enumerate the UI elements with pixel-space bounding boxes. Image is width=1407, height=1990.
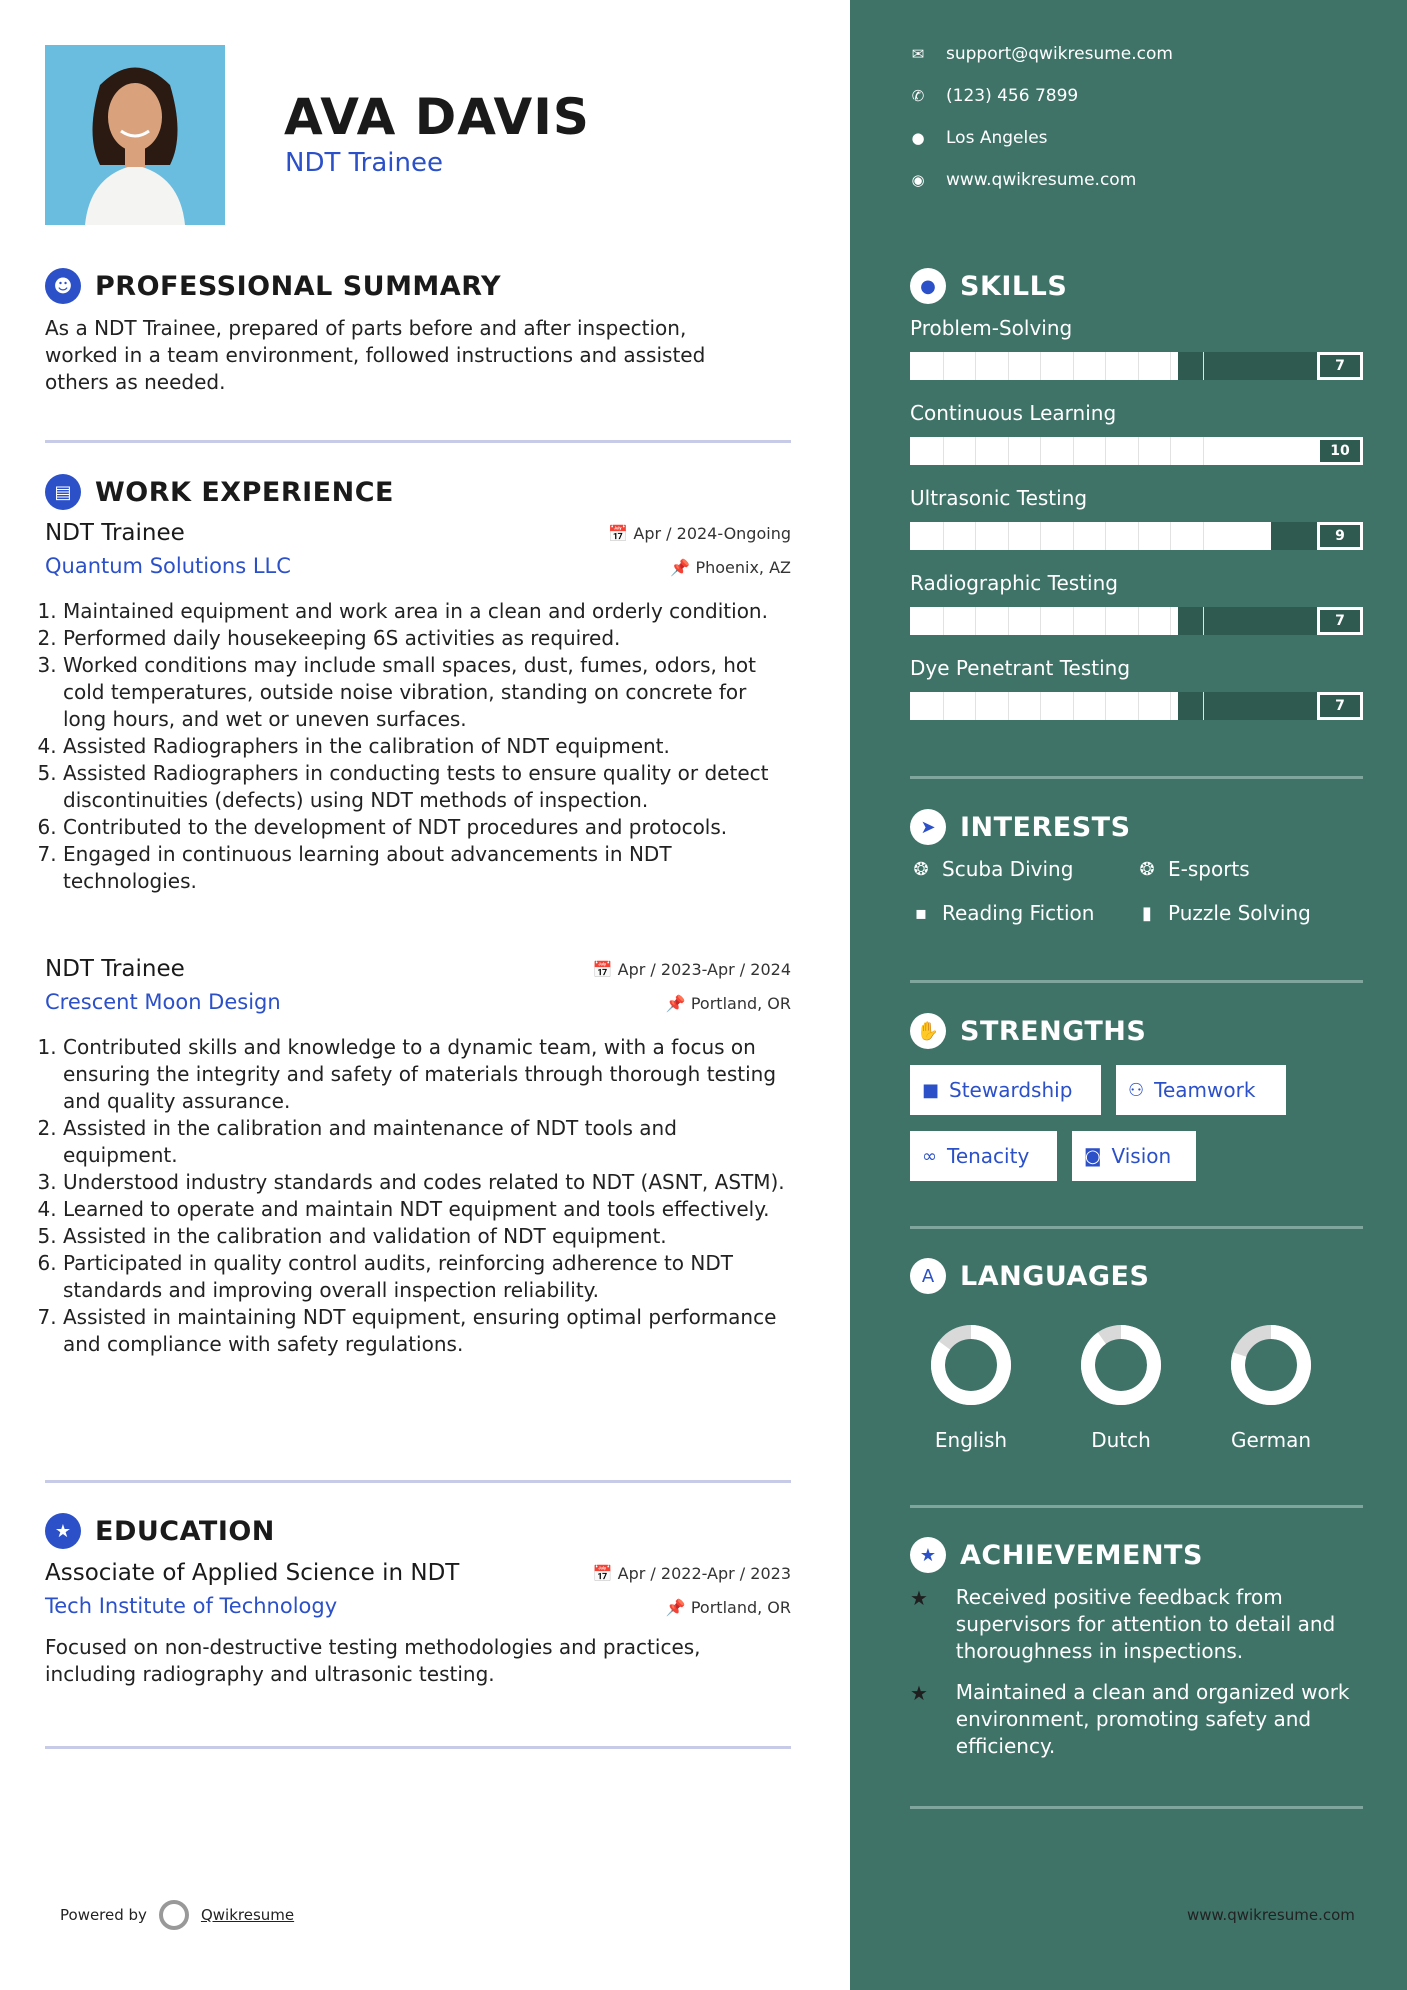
skill-bar-fill: [910, 437, 1317, 465]
briefcase-icon: ■: [922, 1079, 940, 1101]
email-text: support@qwikresume.com: [946, 44, 1173, 64]
skill-bar: [910, 352, 1363, 380]
user-icon: ☻: [45, 268, 81, 304]
language-name: English: [934, 1428, 1008, 1452]
paper-plane-icon: ➤: [910, 809, 946, 845]
job-location: 📌 Phoenix, AZ: [670, 558, 791, 577]
experience-heading: [45, 474, 394, 510]
job-entry: [45, 956, 791, 1358]
language-donut: [1228, 1322, 1314, 1408]
strength-badge: ◙ Vision: [1072, 1131, 1196, 1181]
list-item: 1. Contributed skills and knowledge to a dynamic team, with a focus on ensuring the integrity and safety of materials through thorough testing and quality assurance.: [63, 1034, 787, 1115]
job-location: 📌 Portland, OR: [665, 994, 791, 1013]
skill-bar: [910, 692, 1363, 720]
skill-item: [910, 486, 1363, 550]
graduation-cap-icon: ★: [45, 1513, 81, 1549]
website-text: www.qwikresume.com: [946, 170, 1137, 190]
skill-item: [910, 656, 1363, 720]
skill-item: [910, 316, 1363, 380]
education-title: EDUCATION: [95, 1515, 275, 1547]
list-item: 7. Engaged in continuous learning about advancements in NDT technologies.: [63, 841, 787, 895]
education-heading: [45, 1513, 275, 1549]
skills-title: SKILLS: [960, 270, 1068, 302]
list-item: 6. Contributed to the development of NDT procedures and protocols.: [63, 814, 787, 841]
map-pin-icon: ●: [911, 129, 925, 147]
school-name: Tech Institute of Technology: [45, 1594, 338, 1618]
list-item: 3. Worked conditions may include small spaces, dust, fumes, odors, hot cold temperatures, outside noise vibration, standing on concrete for long hours, and wet or uneven surfaces.: [63, 652, 787, 733]
education-date: 📅 Apr / 2022-Apr / 2023: [592, 1564, 791, 1583]
envelope-icon: ✉: [911, 45, 925, 63]
skills-heading: [910, 268, 1067, 304]
language-item: [1211, 1322, 1331, 1452]
summary-heading: [45, 268, 501, 304]
interests-heading: [910, 809, 1131, 845]
lightbulb-icon: ●: [910, 268, 946, 304]
skill-name: Ultrasonic Testing: [910, 486, 1088, 510]
list-item: 4. Learned to operate and maintain NDT equipment and tools effectively.: [63, 1196, 787, 1223]
summary-text: As a NDT Trainee, prepared of parts before and after inspection, worked in a team environment, followed instructions and assisted others as needed.: [45, 316, 706, 394]
qwikresume-logo-icon: [159, 1900, 189, 1930]
skill-name: Radiographic Testing: [910, 571, 1118, 595]
skill-bar-fill: [910, 522, 1271, 550]
star-icon: ★: [910, 1681, 928, 1705]
language-item: [911, 1322, 1031, 1452]
calendar-icon: 📅: [608, 524, 629, 543]
list-item: 6. Participated in quality control audits, reinforcing adherence to NDT standards and improving overall inspection reliability.: [63, 1250, 787, 1304]
skill-level: 7: [1317, 352, 1363, 380]
powered-by: [60, 1900, 294, 1930]
skill-bar-fill: [910, 607, 1178, 635]
list-item: 5. Assisted Radiographers in conducting tests to ensure quality or detect discontinuities (defects) using NDT methods of inspection.: [63, 760, 787, 814]
globe-icon: ◉: [911, 171, 925, 189]
contact-phone[interactable]: [910, 86, 1078, 106]
pin-icon: 📌: [670, 558, 691, 577]
pin-icon: 📌: [665, 994, 686, 1013]
phone-icon: ✆: [911, 87, 925, 105]
skill-item: [910, 401, 1363, 465]
star-badge-icon: ★: [910, 1537, 946, 1573]
candidate-name: AVA DAVIS: [284, 88, 590, 146]
skill-bar: [910, 607, 1363, 635]
education-entry: [45, 1560, 791, 1688]
achievement-item: ★ Maintained a clean and organized work environment, promoting safety and efficiency.: [910, 1680, 1350, 1758]
skill-name: Continuous Learning: [910, 401, 1117, 425]
education-description: Focused on non-destructive testing methodologies and practices, including radiography and ultrasonic testing.: [45, 1635, 701, 1686]
skill-level: 9: [1317, 522, 1363, 550]
language-name: German: [1230, 1428, 1312, 1452]
job-date: 📅 Apr / 2023-Apr / 2024: [592, 960, 791, 979]
section-divider: [45, 1746, 791, 1749]
skill-level: 10: [1317, 437, 1363, 465]
gamepad-icon: ▪: [914, 902, 928, 924]
candidate-role: NDT Trainee: [285, 148, 443, 178]
footer-website[interactable]: www.qwikresume.com: [1187, 1906, 1355, 1924]
life-ring-icon: ❂: [913, 858, 929, 880]
achievements-title: ACHIEVEMENTS: [960, 1539, 1203, 1571]
strengths-title: STRENGTHS: [960, 1015, 1147, 1047]
language-icon: A: [910, 1258, 946, 1294]
list-item: 7. Assisted in maintaining NDT equipment, ensuring optimal performance and compliance with safety regulations.: [63, 1304, 787, 1358]
job-date: 📅 Apr / 2024-Ongoing: [608, 524, 791, 543]
duty-list: [45, 598, 787, 895]
contact-website[interactable]: [910, 170, 1136, 190]
interest-item: ▮ Puzzle Solving: [1136, 901, 1311, 925]
degree-title: Associate of Applied Science in NDT: [45, 1560, 460, 1586]
life-ring-icon: ❂: [1139, 858, 1155, 880]
book-icon: ▮: [1142, 902, 1152, 924]
skill-bar: [910, 437, 1363, 465]
section-divider: [45, 440, 791, 443]
skill-level: 7: [1317, 692, 1363, 720]
strength-badge: ■ Stewardship: [910, 1065, 1101, 1115]
achievement-item: ★ Received positive feedback from supervisors for attention to detail and thoroughness in inspections.: [910, 1585, 1336, 1663]
list-item: 4. Assisted Radiographers in the calibration of NDT equipment.: [63, 733, 787, 760]
section-divider: [910, 1806, 1363, 1809]
skill-item: [910, 571, 1363, 635]
location-text: Los Angeles: [946, 128, 1048, 148]
star-icon: ★: [910, 1586, 928, 1610]
company-name: Quantum Solutions LLC: [45, 554, 291, 578]
company-name: Crescent Moon Design: [45, 990, 281, 1014]
languages-heading: [910, 1258, 1149, 1294]
skill-bar-fill: [910, 352, 1178, 380]
skill-name: Dye Penetrant Testing: [910, 656, 1131, 680]
list-item: 2. Assisted in the calibration and maintenance of NDT tools and equipment.: [63, 1115, 787, 1169]
list-item: 2. Performed daily housekeeping 6S activities as required.: [63, 625, 787, 652]
section-divider: [910, 1505, 1363, 1508]
job-entry: [45, 520, 791, 895]
skill-name: Problem-Solving: [910, 316, 1073, 340]
contact-location: [910, 128, 1048, 148]
list-item: 5. Assisted in the calibration and validation of NDT equipment.: [63, 1223, 787, 1250]
skill-bar-fill: [910, 692, 1178, 720]
language-name: Dutch: [1091, 1428, 1151, 1452]
users-icon: ⚇: [1128, 1079, 1145, 1101]
interest-item: ▪ Reading Fiction: [910, 901, 1094, 925]
languages-title: LANGUAGES: [960, 1260, 1150, 1292]
skill-level: 7: [1317, 607, 1363, 635]
language-item: [1061, 1322, 1181, 1452]
interest-item: ❂ E-sports: [1136, 857, 1250, 881]
section-divider: [45, 1480, 791, 1483]
skill-bar: [910, 522, 1363, 550]
list-item: 3. Understood industry standards and codes related to NDT (ASNT, ASTM).: [63, 1169, 787, 1196]
strengths-heading: [910, 1013, 1146, 1049]
raised-fist-icon: ✋: [910, 1013, 946, 1049]
interest-item: ❂ Scuba Diving: [910, 857, 1073, 881]
contact-email[interactable]: [910, 44, 1173, 64]
education-location: 📌 Portland, OR: [665, 1598, 791, 1617]
link-icon: ∞: [922, 1145, 937, 1167]
strength-badge: ⚇ Teamwork: [1116, 1065, 1286, 1115]
brand-link[interactable]: Qwikresume: [200, 1906, 295, 1924]
binoculars-icon: ◙: [1084, 1145, 1102, 1167]
section-divider: [910, 980, 1363, 983]
language-donut: [1078, 1322, 1164, 1408]
strength-badge: ∞ Tenacity: [910, 1131, 1057, 1181]
job-title: NDT Trainee: [45, 956, 185, 982]
interests-title: INTERESTS: [960, 811, 1131, 843]
phone-text: (123) 456 7899: [946, 86, 1079, 106]
section-divider: [910, 776, 1363, 779]
summary-title: PROFESSIONAL SUMMARY: [95, 270, 502, 302]
achievements-heading: [910, 1537, 1203, 1573]
language-donut: [928, 1322, 1014, 1408]
powered-by-label: Powered by: [60, 1906, 147, 1924]
chair-icon: ▤: [45, 474, 81, 510]
experience-title: WORK EXPERIENCE: [95, 476, 394, 508]
pin-icon: 📌: [665, 1598, 686, 1617]
list-item: 1. Maintained equipment and work area in a clean and orderly condition.: [63, 598, 787, 625]
profile-photo: [45, 45, 225, 225]
job-title: NDT Trainee: [45, 520, 185, 546]
duty-list: [45, 1034, 787, 1358]
calendar-icon: 📅: [592, 1564, 613, 1583]
section-divider: [910, 1226, 1363, 1229]
calendar-icon: 📅: [592, 960, 613, 979]
